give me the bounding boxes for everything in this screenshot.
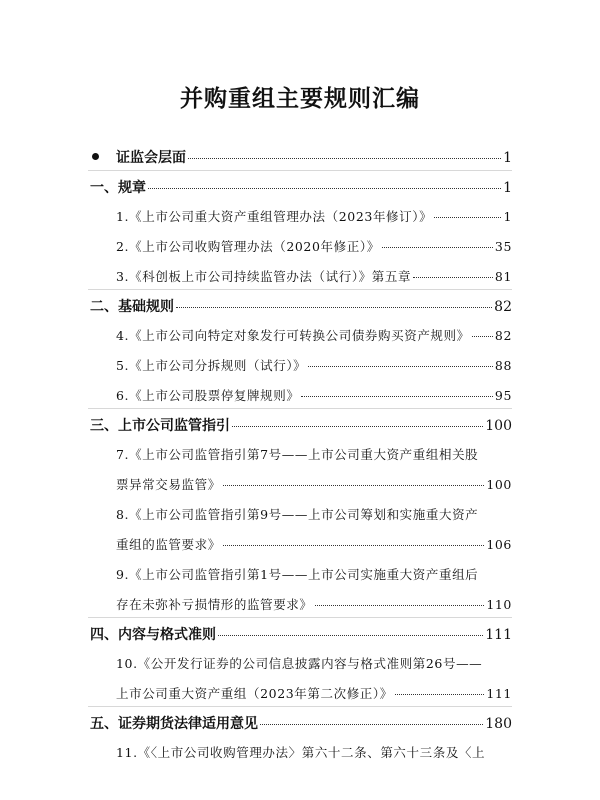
toc-section-1[interactable] xyxy=(90,177,512,197)
section-divider xyxy=(88,408,512,409)
section-divider xyxy=(88,617,512,618)
toc-entry-page: 88 xyxy=(494,358,512,373)
toc-section-2[interactable] xyxy=(90,296,512,316)
toc-section-3[interactable] xyxy=(90,415,512,435)
toc-leader-dots xyxy=(434,207,501,218)
toc-entry-text: 上市公司重大资产重组（2023年第二次修正）》 xyxy=(116,686,393,701)
toc-entry-page: 95 xyxy=(494,388,512,403)
document-title: 并购重组主要规则汇编 xyxy=(180,86,420,112)
toc-entry-page: 82 xyxy=(494,299,512,315)
toc-entry-text: 四、内容与格式准则 xyxy=(90,627,216,643)
toc-leader-dots xyxy=(188,147,501,159)
toc-leader-dots xyxy=(301,386,492,397)
toc-entry-page: 1 xyxy=(503,209,512,224)
toc-entry-page: 180 xyxy=(485,716,512,732)
toc-leader-dots xyxy=(395,684,484,695)
toc-entry-3[interactable] xyxy=(116,267,512,285)
toc-entry-2[interactable] xyxy=(116,237,512,255)
toc-entry-text: 二、基础规则 xyxy=(90,299,174,315)
toc-entry-text: 证监会层面 xyxy=(116,150,186,166)
toc-entry-page: 81 xyxy=(494,269,512,284)
section-divider xyxy=(88,289,512,290)
toc-entry-8-line1[interactable]: 8.《上市公司监管指引第9号——上市公司筹划和实施重大资产 xyxy=(116,507,479,522)
toc-entry-text: 1.《上市公司重大资产重组管理办法（2023年修订）》 xyxy=(116,209,433,224)
toc-entry-page: 106 xyxy=(486,537,512,552)
toc-entry-7-line1[interactable]: 7.《上市公司监管指引第7号——上市公司重大资产重组相关股 xyxy=(116,447,479,462)
toc-entry-6[interactable] xyxy=(116,386,512,404)
section-divider xyxy=(88,706,512,707)
toc-entry-text: 一、规章 xyxy=(90,180,146,196)
toc-entry-text: 三、上市公司监管指引 xyxy=(90,418,230,434)
toc-entry-11-line1[interactable]: 11.《〈上市公司收购管理办法〉第六十二条、第六十三条及〈上 xyxy=(116,745,486,760)
toc-entry-7[interactable] xyxy=(116,475,512,493)
toc-entry-1[interactable] xyxy=(116,207,512,225)
toc-leader-dots xyxy=(223,475,485,486)
toc-entry-page: 1 xyxy=(503,150,512,166)
toc-entry-5[interactable] xyxy=(116,356,512,374)
toc-entry-text: 票异常交易监管》 xyxy=(116,477,221,492)
toc-entry-10[interactable] xyxy=(116,684,512,702)
toc-entry-text: 重组的监管要求》 xyxy=(116,537,221,552)
toc-entry-9-line1[interactable]: 9.《上市公司监管指引第1号——上市公司实施重大资产重组后 xyxy=(116,567,479,582)
toc-entry-4[interactable] xyxy=(116,326,512,344)
toc-leader-dots xyxy=(148,177,501,189)
toc-entry-9[interactable] xyxy=(116,595,512,613)
toc-entry-text: 2.《上市公司收购管理办法（2020年修正）》 xyxy=(116,239,380,254)
toc-entry-text: 五、证券期货法律适用意见 xyxy=(90,716,258,732)
toc-entry-text: 3.《科创板上市公司持续监管办法（试行）》第五章 xyxy=(116,269,412,284)
toc-level0-entry[interactable] xyxy=(116,147,512,167)
toc-entry-text: 6.《上市公司股票停复牌规则》 xyxy=(116,388,300,403)
toc-leader-dots xyxy=(382,237,493,248)
toc-leader-dots xyxy=(223,535,485,546)
toc-leader-dots xyxy=(218,624,483,636)
toc-entry-page: 100 xyxy=(486,477,512,492)
toc-leader-dots xyxy=(176,296,492,308)
toc-entry-text: 5.《上市公司分拆规则（试行）》 xyxy=(116,358,307,373)
toc-leader-dots xyxy=(472,326,493,337)
toc-entry-page: 82 xyxy=(494,328,512,343)
toc-leader-dots xyxy=(308,356,493,367)
toc-leader-dots xyxy=(315,595,485,606)
toc-entry-page: 111 xyxy=(485,627,512,643)
toc-entry-8[interactable] xyxy=(116,535,512,553)
toc-section-4[interactable] xyxy=(90,624,512,644)
toc-leader-dots xyxy=(260,713,483,725)
toc-entry-page: 111 xyxy=(486,686,512,701)
section-divider xyxy=(88,170,512,171)
toc-section-5[interactable] xyxy=(90,713,512,733)
bullet-icon xyxy=(92,153,99,160)
toc-leader-dots xyxy=(232,415,483,427)
toc-leader-dots xyxy=(413,267,493,278)
toc-entry-text: 4.《上市公司向特定对象发行可转换公司债券购买资产规则》 xyxy=(116,328,470,343)
toc-entry-10-line1[interactable]: 10.《公开发行证券的公司信息披露内容与格式准则第26号—— xyxy=(116,656,483,671)
toc-entry-page: 1 xyxy=(503,180,512,196)
toc-entry-page: 35 xyxy=(494,239,512,254)
toc-entry-page: 110 xyxy=(486,597,512,612)
toc-entry-text: 存在未弥补亏损情形的监管要求》 xyxy=(116,597,313,612)
toc-entry-page: 100 xyxy=(485,418,512,434)
